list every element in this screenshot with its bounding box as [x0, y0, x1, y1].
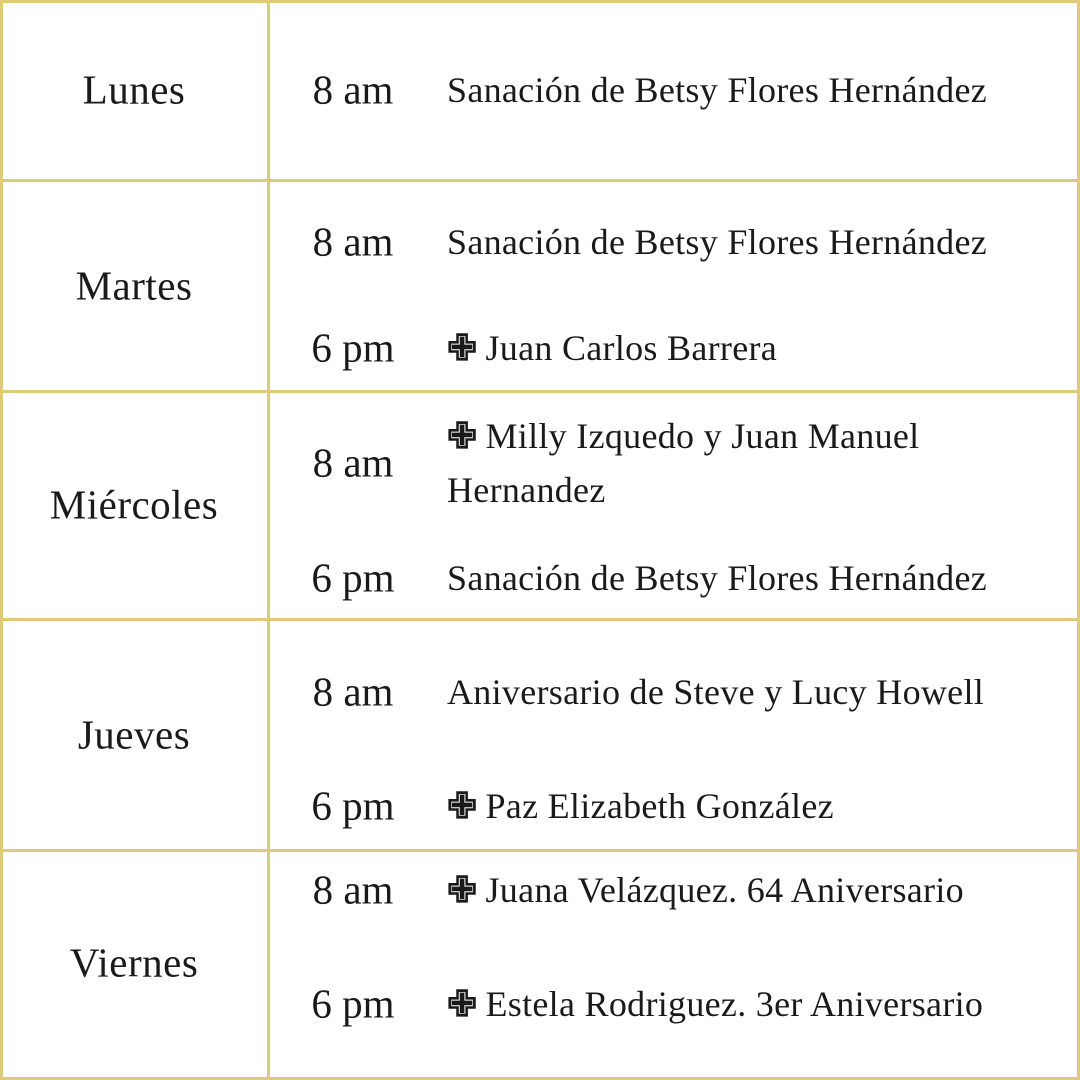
table-border-top [0, 0, 1080, 3]
mass-intention [447, 551, 987, 605]
mass-time: 6 pm [311, 980, 395, 1027]
mass-intention [447, 665, 984, 719]
mass-time: 8 am [312, 66, 394, 113]
mass-time: 8 am [312, 668, 394, 715]
row-divider [0, 179, 1080, 182]
cross-icon: ✙ [447, 984, 478, 1024]
mass-time: 8 am [312, 866, 394, 913]
intention-text: Milly Izquedo y Juan Manuel Hernandez [447, 416, 920, 510]
mass-time: 6 pm [311, 782, 395, 829]
mass-intention [447, 63, 987, 117]
intention-text: Sanación de Betsy Flores Hernández [447, 558, 988, 598]
day-label: Viernes [69, 939, 199, 986]
table-border-left [0, 0, 3, 1080]
mass-intention [447, 863, 964, 917]
mass-time: 8 am [312, 218, 394, 265]
row-divider [0, 618, 1080, 621]
intention-text: Aniversario de Steve y Lucy Howell [447, 672, 985, 712]
column-divider [267, 0, 270, 1080]
mass-intention [447, 977, 983, 1031]
mass-intention [447, 215, 987, 269]
mass-intention [447, 321, 777, 375]
intention-text: Paz Elizabeth González [485, 786, 834, 826]
intention-text: Sanación de Betsy Flores Hernández [447, 70, 988, 110]
cross-icon: ✙ [447, 870, 478, 910]
day-label: Jueves [77, 711, 191, 758]
mass-time: 8 am [312, 439, 394, 486]
intention-text: Juana Velázquez. 64 Aniversario [485, 870, 964, 910]
day-label: Lunes [82, 66, 186, 113]
cross-icon: ✙ [447, 328, 478, 368]
cross-icon: ✙ [447, 416, 478, 456]
row-divider [0, 849, 1080, 852]
intention-text: Sanación de Betsy Flores Hernández [447, 222, 988, 262]
intention-text: Juan Carlos Barrera [485, 328, 778, 368]
day-label: Miércoles [49, 481, 219, 528]
mass-time: 6 pm [311, 324, 395, 371]
mass-time: 6 pm [311, 554, 395, 601]
day-label: Martes [75, 262, 193, 309]
intention-text: Estela Rodriguez. 3er Aniversario [485, 984, 984, 1024]
cross-icon: ✙ [447, 786, 478, 826]
mass-intention [447, 409, 1047, 517]
row-divider [0, 390, 1080, 393]
mass-intention [447, 779, 834, 833]
